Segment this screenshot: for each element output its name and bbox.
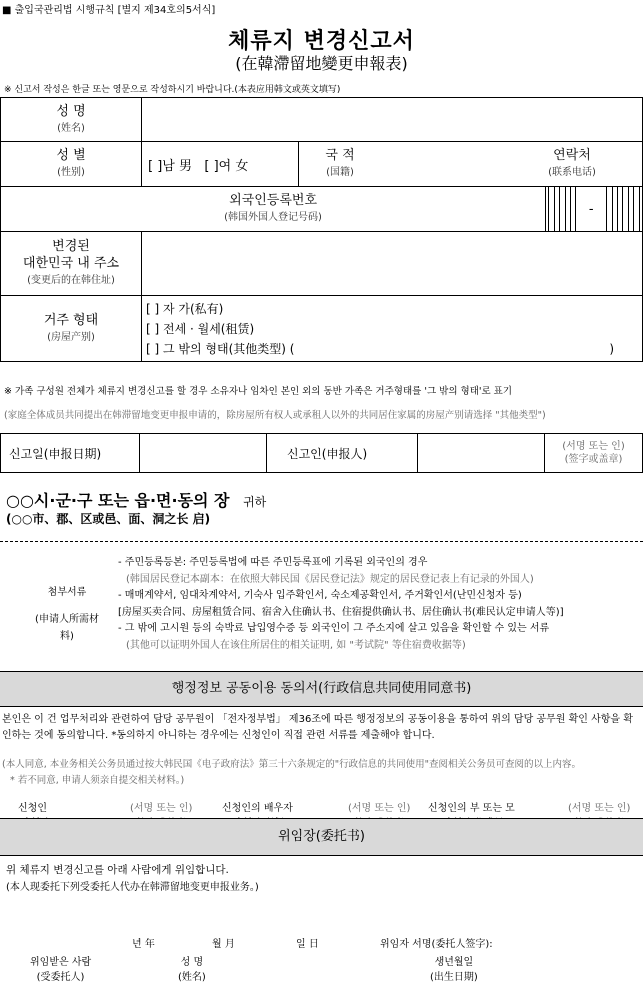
addressee-title: ○○시·군·구 또는 읍·면·동의 장 귀하 <box>6 491 267 510</box>
application-table <box>0 97 643 362</box>
consent-applicant: 신청인 <box>18 803 47 814</box>
delegation-text-ko: 위 체류지 변경신고를 아래 사람에게 위임합니다. <box>6 864 229 876</box>
attachment-item: [房屋买卖合同、房屋租赁合同、宿舍入住确认书、住宿提供确认书、居住确认书(难民认定申请人等)] <box>118 606 564 618</box>
form-subtitle: (在韓滯留地變更申報表) <box>235 54 408 73</box>
name-label: 성 명 (姓名) <box>1 98 142 142</box>
addressee-title-zh: (○○市、郡、区或邑、面、洞之长 启) <box>6 512 211 526</box>
consent-spouse: 신청인의 배우자 <box>222 803 293 814</box>
name-field[interactable] <box>142 98 643 142</box>
sex-label: 성 별 (性别) <box>1 142 142 187</box>
consent-text-zh: (本人同意, 本业务相关公务员通过按大韩民国《电子政府法》第三十六条规定的"行政信息的共同使用"查阅相关公务员可查阅的以上内容。 <box>2 759 581 770</box>
attachments-list <box>118 555 638 654</box>
female-checkbox[interactable]: [ ]여 女 <box>204 158 249 174</box>
report-date-field[interactable] <box>140 434 267 473</box>
delegation-month[interactable]: 월 月 <box>212 939 235 950</box>
delegation-day[interactable]: 일 日 <box>296 939 319 950</box>
form-reference: ■ 출입국관리법 시행규칙 [별지 제34호의5서식] <box>2 5 216 16</box>
male-checkbox[interactable]: [ ]남 男 <box>148 158 192 174</box>
attachment-item: - 매매계약서, 임대차계약서, 기숙사 입주확인서, 숙소제공확인서, 주거확인서(난민신청자 등) <box>118 590 522 601</box>
agent-name-label: 성 명 (姓名) <box>178 957 206 983</box>
consent-spouse-signature[interactable]: (서명 또는 인) <box>348 803 411 814</box>
delegation-text-zh: (本人现委托下列受委托人代办在韩滞留地变更申报业务。) <box>6 882 259 893</box>
attachments-label: 첨부서류 (申请人所需材料) <box>35 587 99 642</box>
form-title: 체류지 변경신고서 <box>228 29 415 54</box>
residence-type-label: 거주 형태 (房屋产别) <box>1 296 142 362</box>
attachment-item: (其他可以证明外国人在该住所居住的相关证明, 如 "考试院" 等住宿费收据等) <box>126 639 466 651</box>
delegator-signature[interactable]: 위임자 서명(委托人签字): <box>380 939 493 950</box>
attachment-item: (韩国居民登记本副本：在依照大韩民国《居民登记法》规定的居民登记表上有记录的外国人) <box>126 573 534 585</box>
residence-rent-option[interactable]: [ ] 전세 · 월세(租赁) <box>146 321 255 336</box>
registration-number-boxes[interactable] <box>546 187 642 231</box>
report-date-label: 신고일(申报日期) <box>1 434 140 473</box>
delegation-section-bar: 위임장(委托书) <box>0 818 643 856</box>
residence-other-option[interactable]: [ ] 그 밖의 형태(其他类型) ( <box>146 341 295 356</box>
new-address-label: 변경된 대한민국 내 주소 (变更后的在韩住址) <box>1 232 142 296</box>
family-note-zh: (家庭全体成员共同提出在韩滞留地变更申报申请的，除房屋所有权人或承租人以外的共同居住家属的房屋产别请选择 "其他类型") <box>4 410 546 421</box>
registration-number-dash: - <box>576 187 607 231</box>
residence-owned-option[interactable]: [ ] 자 가(私有) <box>146 301 224 316</box>
consent-text-zh-note: * 若不同意, 申请人须亲自提交相关材料。) <box>10 775 185 786</box>
registration-number-label: 외국인등록번호 (韩国外国人登记号码) <box>1 187 546 232</box>
delegation-year[interactable]: 년 年 <box>132 939 155 950</box>
report-table <box>0 433 643 473</box>
consent-applicant-signature[interactable]: (서명 또는 인) <box>130 803 193 814</box>
attachment-item: - 주민등록등본: 주민등록법에 따른 주민등록표에 기록된 외국인의 경우 <box>118 557 428 568</box>
language-note: ※ 신고서 작성은 한글 또는 영문으로 작성하시기 바랍니다.(本表应用韩文或英文填写) <box>4 85 341 95</box>
contact-field[interactable] <box>613 142 642 186</box>
nationality-field[interactable] <box>381 142 531 186</box>
family-note-ko: ※ 가족 구성원 전체가 체류지 변경신고를 할 경우 소유자나 임차인 본인 외의 동반 가족은 거주형태를 '그 밖의 형태'로 표기 <box>4 386 513 397</box>
attachment-item: - 그 밖에 고시원 등의 숙박료 납입영수증 등 외국인이 그 주소지에 살고 있음을 확인할 수 있는 서류 <box>118 623 550 634</box>
consent-section-bar: 행정정보 공동이용 동의서(行政信息共同使用同意书) <box>0 671 643 707</box>
contact-label: 연락처 (联系电话) <box>548 148 596 178</box>
agent-label: 위임받은 사람 (受委托人) <box>30 957 92 983</box>
consent-parent: 신청인의 부 또는 모 <box>428 803 515 814</box>
new-address-field[interactable] <box>142 232 643 296</box>
consent-text-ko: 본인은 이 건 업무처리와 관련하여 담당 공무원이 「전자정부법」 제36조에 따른 행정정보의 공동이용을 통하여 위의 담당 공무원 확인 사항을 확인하는 것에 동의합니다. *동의하지 아니하는 경우에는 신청인이 직접 관련 서류를 제출해야 합니다. <box>2 714 633 741</box>
residence-other-close: ) <box>609 341 614 356</box>
reporter-label: 신고인(申报人) <box>267 434 418 473</box>
agent-birth-label: 생년월일 (出生日期) <box>430 957 478 983</box>
reporter-signature[interactable]: (서명 또는 인) (签字或盖章) <box>545 434 643 473</box>
nationality-label: 국 적 (国籍) <box>299 142 382 186</box>
consent-parent-signature[interactable]: (서명 또는 인) <box>568 803 631 814</box>
reporter-field[interactable] <box>418 434 545 473</box>
